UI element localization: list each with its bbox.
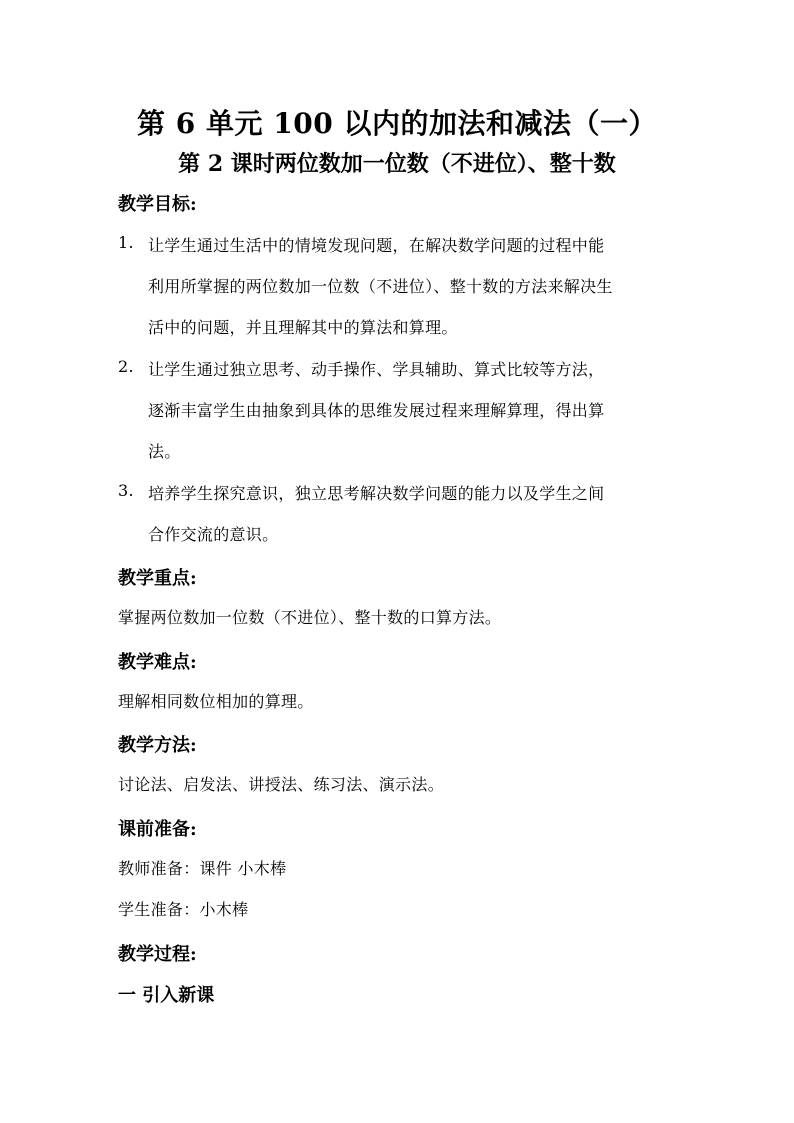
objective-3-line-2: 合作交流的意识。 — [148, 525, 279, 544]
process-section-1: 一 引入新课 — [118, 985, 215, 1006]
objective-2-line-3: 法。 — [148, 442, 181, 461]
key-points-text: 掌握两位数加一位数（不进位）、整十数的口算方法。 — [118, 608, 502, 627]
objective-1-line-2: 利用所掌握的两位数加一位数（不进位）、整十数的方法来解决生 — [148, 277, 613, 296]
preparation-heading: 课前准备: — [118, 819, 197, 840]
objective-1-number: 1. — [118, 233, 134, 252]
difficulties-text: 理解相同数位相加的算理。 — [118, 692, 314, 711]
unit-title: 第 6 单元 100 以内的加法和减法（一） — [137, 107, 657, 140]
methods-heading: 教学方法: — [118, 735, 197, 756]
objectives-heading: 教学目标: — [118, 194, 197, 215]
objective-1-line-1: 让学生通过生活中的情境发现问题，在解决数学问题的过程中能 — [148, 236, 605, 255]
methods-text: 讨论法、启发法、讲授法、练习法、演示法。 — [118, 775, 445, 794]
teacher-preparation: 教师准备：课件 小木棒 — [118, 859, 287, 878]
lesson-subtitle: 第 2 课时两位数加一位数（不进位）、整十数 — [178, 151, 616, 177]
objective-2-line-1: 让学生通过独立思考、动手操作、学具辅助、算式比较等方法， — [148, 360, 605, 379]
difficulties-heading: 教学难点: — [118, 652, 197, 673]
objective-3-line-1: 培养学生探究意识，独立思考解决数学问题的能力以及学生之间 — [148, 484, 605, 503]
objective-2-number: 2. — [118, 357, 134, 376]
key-points-heading: 教学重点: — [118, 568, 197, 589]
objective-1-line-3: 活中的问题，并且理解其中的算法和算理。 — [148, 318, 458, 337]
objective-3-number: 3. — [118, 481, 134, 500]
student-preparation: 学生准备：小木棒 — [118, 900, 249, 919]
objective-2-line-2: 逐渐丰富学生由抽象到具体的思维发展过程来理解算理，得出算 — [148, 401, 605, 420]
process-heading: 教学过程: — [118, 944, 197, 965]
